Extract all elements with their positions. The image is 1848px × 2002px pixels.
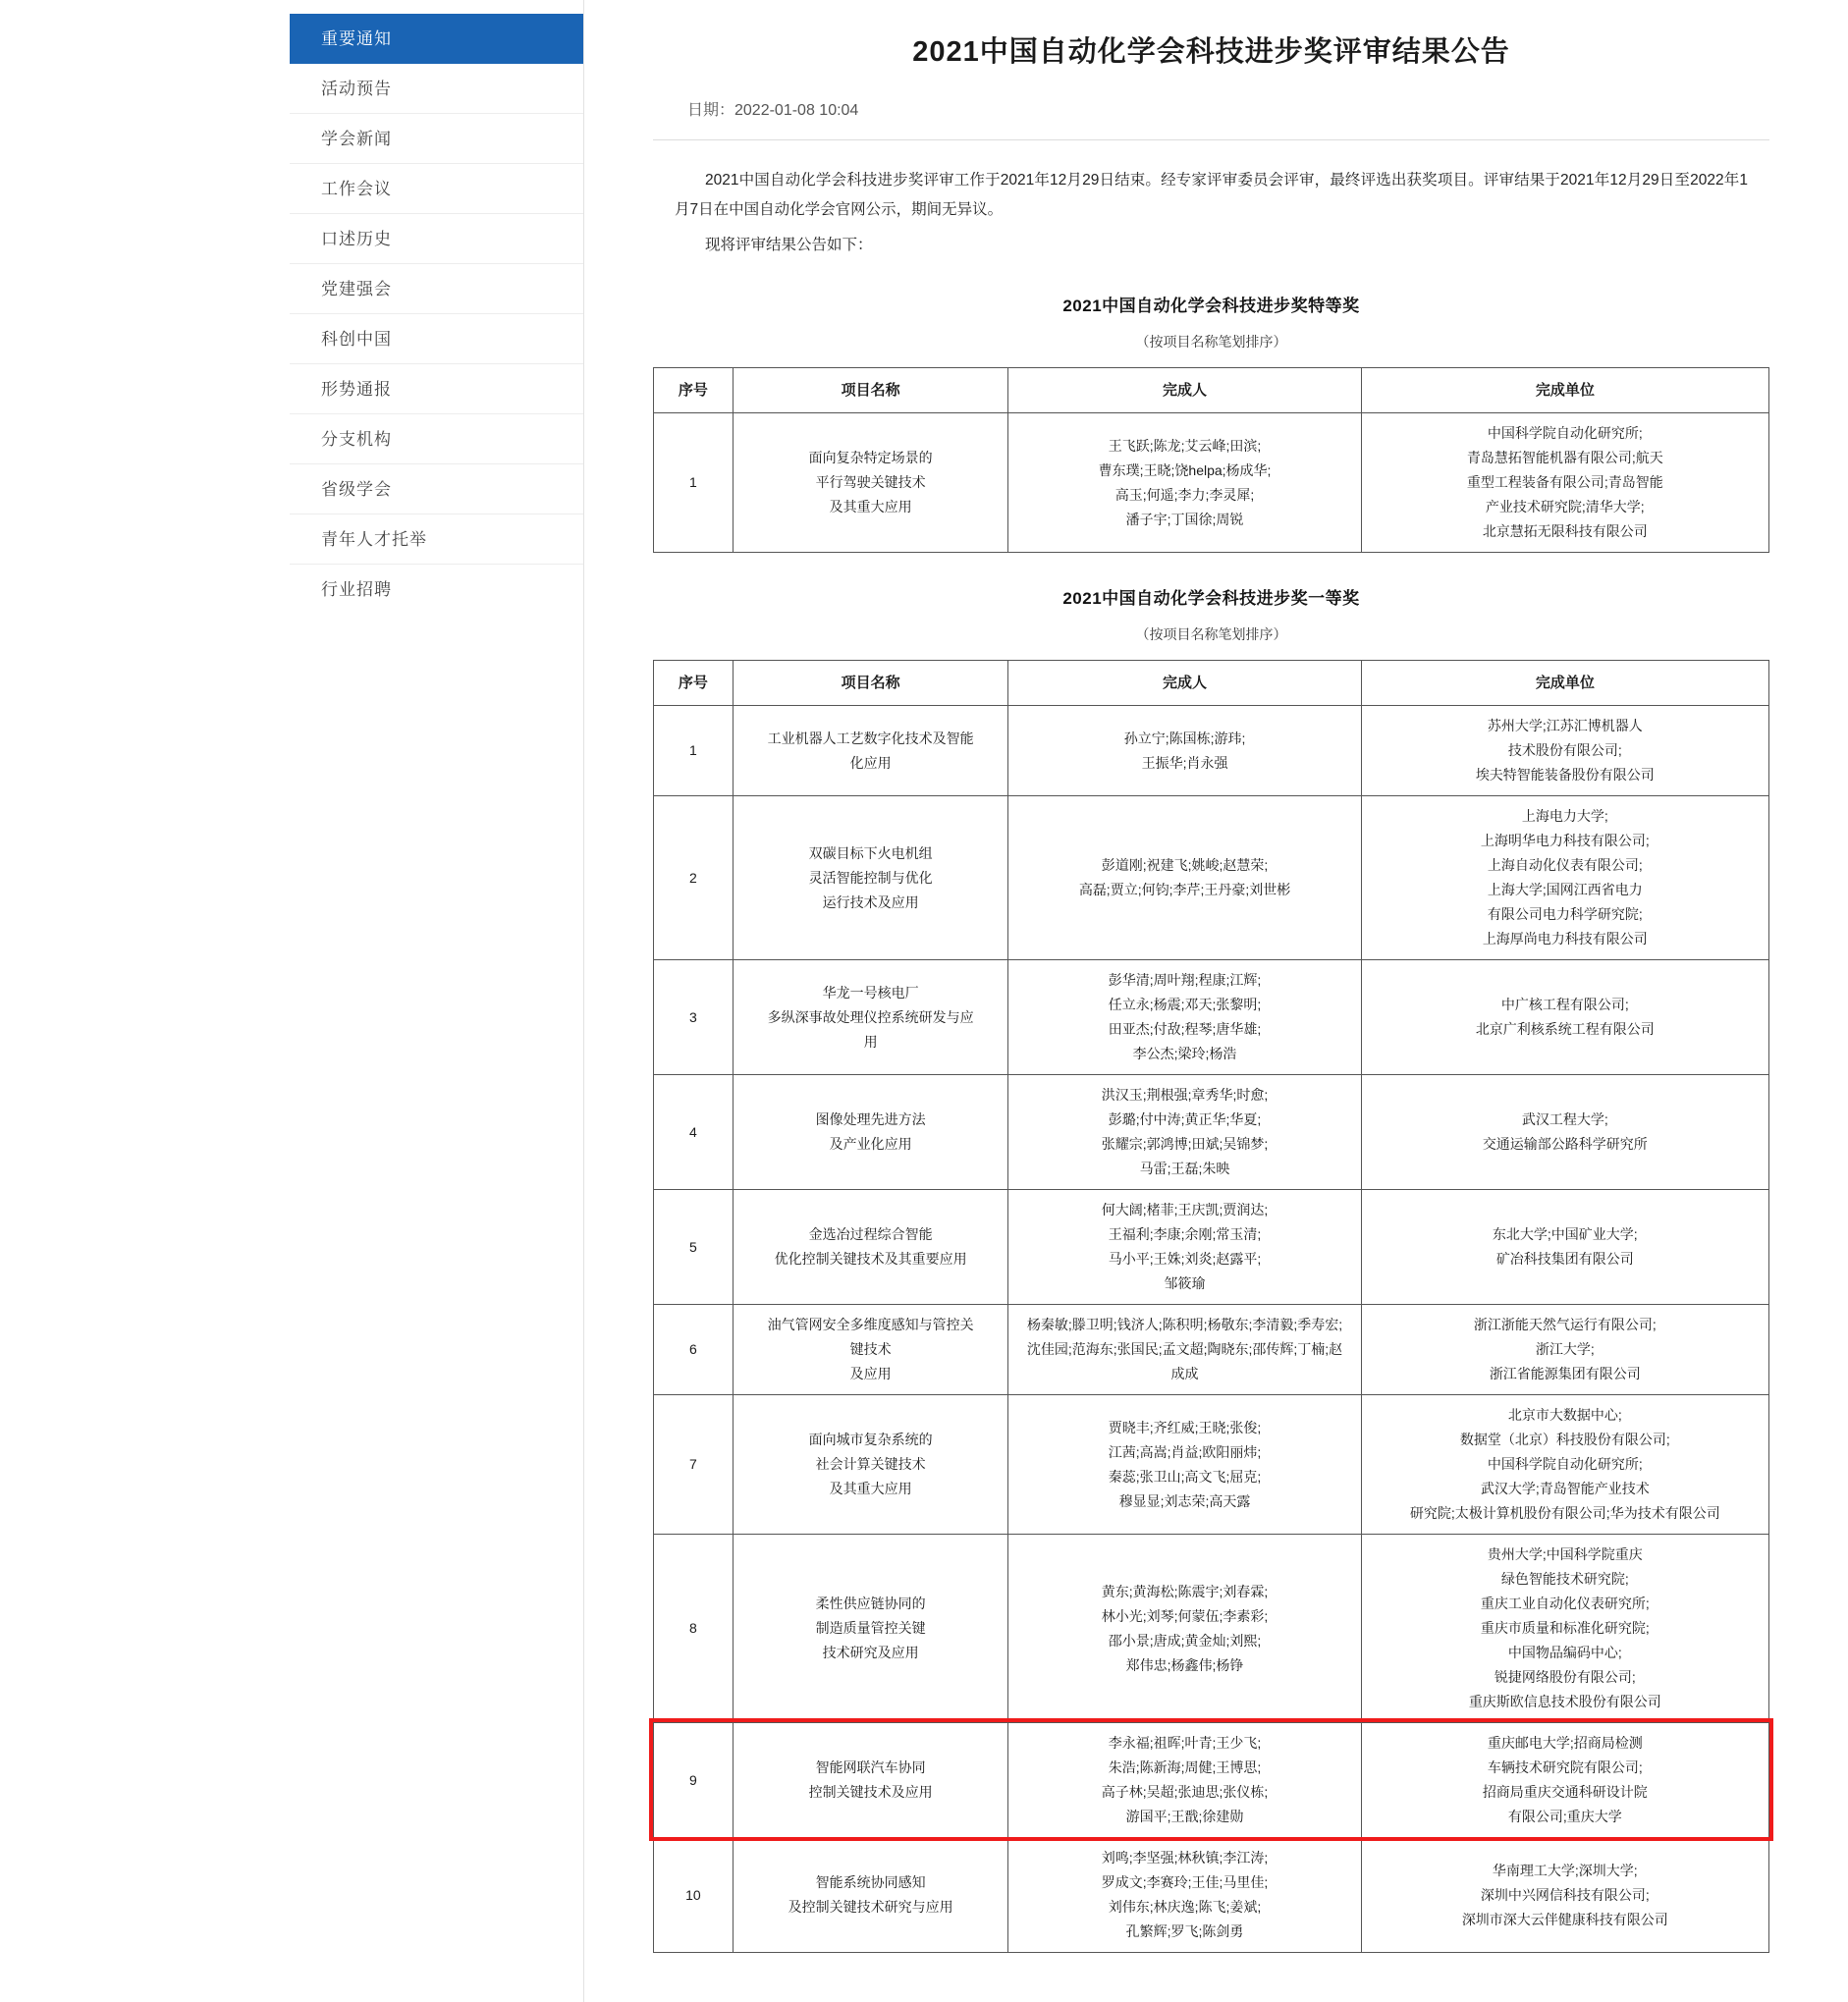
table-row: [654, 960, 1769, 1075]
cell-people-line: 沈佳园;范海东;张国民;孟文超;陶晓东;邵传辉;丁楠;赵: [1026, 1341, 1343, 1357]
cell-project-line: 面向复杂特定场景的: [808, 450, 933, 465]
cell-org-line: 浙江浙能天然气运行有限公司;: [1473, 1317, 1657, 1332]
cell-people-line: 秦蕊;张卫山;高文飞;屈克;: [1108, 1468, 1262, 1485]
cell-people-line: 罗成文;李赛玲;王佳;马里佳;: [1101, 1874, 1269, 1890]
cell-project-line: 柔性供应链协同的: [815, 1596, 926, 1611]
cell-project: [733, 1305, 1008, 1395]
cell-org-line: 重型工程装备有限公司;青岛智能: [1466, 474, 1663, 490]
award-tables: [653, 292, 1769, 1953]
sidebar-item-label: 口述历史: [321, 230, 392, 248]
award-table-0: [653, 367, 1769, 553]
cell-org-line: 重庆工业自动化仪表研究所;: [1480, 1596, 1650, 1611]
cell-org-line: 武汉大学;青岛智能产业技术: [1480, 1481, 1650, 1496]
cell-people: [1008, 1395, 1361, 1535]
sidebar: [290, 0, 584, 2002]
sidebar-item-label: 分支机构: [321, 430, 392, 449]
cell-project-line: 及产业化应用: [829, 1136, 912, 1152]
cell-project-line: 金选冶过程综合智能: [808, 1226, 933, 1242]
column-header: 项目名称: [733, 661, 1008, 706]
sidebar-item-label: 行业招聘: [321, 580, 392, 599]
cell-org: [1361, 1723, 1768, 1838]
cell-people-line: 高玉;何遥;李力;李灵犀;: [1114, 486, 1255, 503]
table-heading-1: 2021中国自动化学会科技进步奖一等奖: [1062, 589, 1360, 608]
cell-project-line: 及其重大应用: [829, 499, 912, 514]
cell-org-line: 研究院;太极计算机股份有限公司;华为技术有限公司: [1409, 1505, 1720, 1521]
cell-project-line: 工业机器人工艺数字化技术及智能: [767, 730, 974, 746]
cell-org-line: 中国物品编码中心;: [1507, 1645, 1622, 1660]
column-header: 完成单位: [1361, 368, 1768, 413]
cell-people-line: 洪汉玉;荆根强;章秀华;时愈;: [1101, 1087, 1269, 1103]
cell-org-line: 上海大学;国网江西省电力: [1487, 882, 1643, 897]
cell-people-line: 刘伟东;林庆逸;陈飞;姜斌;: [1108, 1899, 1262, 1915]
cell-people: [1008, 796, 1361, 960]
cell-org-line: 浙江大学;: [1535, 1341, 1595, 1357]
sidebar-item-8[interactable]: [290, 414, 583, 464]
sidebar-item-label: 活动预告: [321, 80, 392, 98]
cell-people-line: 高子林;吴超;张迪思;张仪栋;: [1101, 1784, 1269, 1800]
column-header: 项目名称: [733, 368, 1008, 413]
cell-org: [1361, 413, 1768, 553]
cell-project-line: 油气管网安全多维度感知与管控关: [767, 1317, 974, 1332]
cell-project-line: 键技术: [849, 1341, 892, 1357]
column-header: 完成单位: [1361, 661, 1768, 706]
cell-org-line: 车辆技术研究院有限公司;: [1487, 1759, 1643, 1775]
cell-org-line: 中国科学院自动化研究所;: [1487, 425, 1643, 441]
cell-org-line: 绿色智能技术研究院;: [1500, 1571, 1629, 1587]
table-row: [654, 1190, 1769, 1305]
cell-project: [733, 706, 1008, 796]
sidebar-item-9[interactable]: [290, 464, 583, 514]
cell-org-line: 北京慧拓无限科技有限公司: [1482, 523, 1648, 539]
sidebar-item-label: 青年人才托举: [321, 530, 427, 549]
cell-project-line: 用: [863, 1033, 878, 1050]
cell-org-line: 北京市大数据中心;: [1507, 1407, 1622, 1423]
cell-project-line: 优化控制关键技术及其重要应用: [774, 1251, 967, 1267]
cell-people-line: 邹筱瑜: [1164, 1275, 1206, 1291]
cell-people: [1008, 960, 1361, 1075]
cell-project-line: 社会计算关键技术: [815, 1456, 926, 1472]
cell-org: [1361, 1075, 1768, 1190]
table-header-row: [654, 661, 1769, 706]
cell-people: [1008, 1305, 1361, 1395]
cell-org-line: 上海厚尚电力科技有限公司: [1482, 931, 1648, 947]
cell-people: [1008, 413, 1361, 553]
cell-people-line: 杨秦敏;滕卫明;钱济人;陈积明;杨敬东;李清毅;季寿宏;: [1026, 1317, 1343, 1332]
cell-people-line: 穆显显;刘志荣;高天露: [1118, 1492, 1251, 1509]
cell-no: 4: [654, 1075, 734, 1190]
award-table-1: [653, 660, 1769, 1953]
table-subheading-0: （按项目名称笔划排序）: [1135, 334, 1287, 350]
cell-no: 3: [654, 960, 734, 1075]
cell-people-line: 彭华清;周叶翔;程康;江辉;: [1108, 972, 1262, 988]
cell-org-line: 上海明华电力科技有限公司;: [1480, 833, 1650, 848]
article-paragraph-2: 现将评审结果公告如下：: [705, 237, 873, 253]
cell-people-line: 何大阔;楮菲;王庆凯;贾润达;: [1101, 1202, 1269, 1217]
cell-org-line: 矿冶科技集团有限公司: [1495, 1251, 1634, 1267]
table-row: [654, 413, 1769, 553]
cell-org: [1361, 1838, 1768, 1953]
cell-project-line: 双碳目标下火电机组: [808, 844, 933, 861]
cell-people-line: 王振华;肖永强: [1141, 754, 1228, 771]
sidebar-item-3[interactable]: [290, 164, 583, 214]
table-heading-0: 2021中国自动化学会科技进步奖特等奖: [1062, 297, 1360, 315]
cell-org-line: 北京广利核系统工程有限公司: [1475, 1021, 1655, 1037]
cell-people-line: 李公杰;梁玲;杨浩: [1132, 1046, 1237, 1061]
sidebar-item-label: 党建强会: [321, 280, 392, 298]
cell-project: [733, 1723, 1008, 1838]
cell-project: [733, 960, 1008, 1075]
header-divider: [653, 139, 1769, 140]
cell-people-line: 黄东;黄海松;陈震宇;刘春霖;: [1101, 1583, 1269, 1599]
cell-org-line: 苏州大学;江苏汇博机器人: [1487, 718, 1643, 733]
table-row: [654, 1305, 1769, 1395]
sidebar-item-label: 重要通知: [321, 29, 392, 48]
cell-people-line: 江茜;高嵩;肖益;欧阳丽炜;: [1108, 1443, 1262, 1460]
page-title: 2021中国自动化学会科技进步奖评审结果公告: [912, 36, 1510, 68]
cell-people-line: 李永福;祖晖;叶青;王少飞;: [1108, 1735, 1262, 1751]
cell-org: [1361, 960, 1768, 1075]
cell-org-line: 锐捷网络股份有限公司;: [1494, 1669, 1636, 1685]
cell-org-line: 重庆邮电大学;招商局检测: [1487, 1735, 1643, 1751]
cell-org-line: 深圳市深大云伴健康科技有限公司: [1461, 1911, 1668, 1927]
cell-org-line: 重庆斯欧信息技术股份有限公司: [1468, 1694, 1661, 1709]
cell-project-line: 华龙一号核电厂: [822, 984, 919, 1001]
cell-org-line: 贵州大学;中国科学院重庆: [1487, 1546, 1643, 1562]
sidebar-item-2[interactable]: [290, 114, 583, 164]
cell-people: [1008, 706, 1361, 796]
cell-project-line: 运行技术及应用: [822, 893, 919, 910]
cell-people-line: 朱浩;陈新海;周健;王博思;: [1108, 1759, 1262, 1775]
cell-project: [733, 1395, 1008, 1535]
sidebar-item-label: 工作会议: [321, 180, 392, 198]
cell-people-line: 成成: [1170, 1366, 1199, 1381]
cell-project-line: 及控制关键技术研究与应用: [788, 1899, 953, 1915]
cell-org-line: 浙江省能源集团有限公司: [1489, 1366, 1641, 1381]
cell-project-line: 技术研究及应用: [822, 1645, 919, 1660]
cell-people-line: 张耀宗;郭鸿博;田斌;吴锦梦;: [1101, 1136, 1269, 1152]
cell-people-line: 孙立宁;陈国栋;游玮;: [1123, 730, 1246, 746]
sidebar-item-6[interactable]: [290, 314, 583, 364]
sidebar-item-label: 省级学会: [321, 480, 392, 499]
cell-project-line: 平行驾驶关键技术: [815, 474, 926, 490]
article-paragraph-1: 2021中国自动化学会科技进步奖评审工作于2021年12月29日结束。经专家评审委员会评审，最终评选出获奖项目。评审结果于2021年12月29日至2022年1月7日在中国自动化学会官网公示，期间无异议。: [675, 172, 1748, 218]
cell-project: [733, 1190, 1008, 1305]
table-row: [654, 796, 1769, 960]
cell-org-line: 青岛慧拓智能机器有限公司;航天: [1466, 450, 1663, 465]
cell-org: [1361, 1305, 1768, 1395]
cell-people: [1008, 1838, 1361, 1953]
cell-project-line: 制造质量管控关键: [815, 1620, 926, 1636]
sidebar-item-label: 学会新闻: [321, 130, 392, 148]
cell-org-line: 武汉工程大学;: [1521, 1111, 1608, 1127]
table-row: [654, 1838, 1769, 1953]
cell-no: 5: [654, 1190, 734, 1305]
cell-people-line: 任立永;杨震;邓天;张黎明;: [1108, 997, 1262, 1012]
cell-org-line: 交通运输部公路科学研究所: [1482, 1136, 1648, 1152]
cell-people-line: 潘子宇;丁国徐;周锐: [1125, 511, 1244, 527]
cell-project-line: 智能网联汽车协同: [815, 1759, 926, 1775]
article-content: [584, 0, 1848, 2002]
cell-people-line: 马雷;王磊;朱映: [1139, 1161, 1230, 1176]
cell-org-line: 有限公司;重庆大学: [1507, 1809, 1622, 1824]
sidebar-item-0[interactable]: [290, 14, 583, 64]
cell-org-line: 数据堂（北京）科技股份有限公司;: [1459, 1432, 1670, 1447]
table-row: [654, 1535, 1769, 1723]
cell-org: [1361, 1190, 1768, 1305]
cell-people: [1008, 1535, 1361, 1723]
cell-people-line: 曹东璞;王晓;饶helpa;杨成华;: [1098, 461, 1272, 478]
column-header: 序号: [654, 661, 734, 706]
cell-people: [1008, 1723, 1361, 1838]
cell-people-line: 邵小景;唐成;黄金灿;刘熙;: [1108, 1632, 1262, 1649]
table-row: [654, 1395, 1769, 1535]
cell-no: 2: [654, 796, 734, 960]
cell-people-line: 王飞跃;陈龙;艾云峰;田滨;: [1108, 437, 1262, 454]
column-header: 序号: [654, 368, 734, 413]
sidebar-item-10[interactable]: [290, 514, 583, 565]
cell-people-line: 贾晓丰;齐红威;王晓;张俊;: [1108, 1419, 1262, 1435]
cell-project-line: 及其重大应用: [829, 1481, 912, 1496]
cell-org-line: 华南理工大学;深圳大学;: [1492, 1862, 1638, 1878]
sidebar-item-1[interactable]: [290, 64, 583, 114]
cell-org-line: 招商局重庆交通科研设计院: [1482, 1784, 1648, 1800]
cell-org-line: 技术股份有限公司;: [1507, 742, 1622, 758]
cell-people-line: 田亚杰;付敌;程琴;唐华雄;: [1108, 1021, 1262, 1037]
cell-org-line: 上海电力大学;: [1521, 808, 1608, 824]
cell-project-line: 灵活智能控制与优化: [808, 869, 933, 886]
sidebar-item-label: 科创中国: [321, 330, 392, 349]
cell-project-line: 智能系统协同感知: [815, 1874, 926, 1890]
cell-project: [733, 413, 1008, 553]
cell-org-line: 中国科学院自动化研究所;: [1487, 1456, 1643, 1472]
cell-no: 9: [654, 1723, 734, 1838]
cell-no: 10: [654, 1838, 734, 1953]
column-header: 完成人: [1008, 368, 1361, 413]
cell-project-line: 化应用: [849, 754, 892, 771]
cell-org-line: 埃夫特智能装备股份有限公司: [1475, 767, 1655, 783]
cell-org: [1361, 706, 1768, 796]
cell-no: 8: [654, 1535, 734, 1723]
cell-org-line: 上海自动化仪表有限公司;: [1487, 857, 1643, 873]
award-table-wrapper-0: [653, 367, 1769, 553]
cell-org-line: 有限公司电力科学研究院;: [1487, 906, 1643, 922]
cell-no: 6: [654, 1305, 734, 1395]
cell-people-line: 彭璐;付中涛;黄正华;华夏;: [1108, 1111, 1262, 1127]
cell-people-line: 高磊;贾立;何钧;李芹;王丹豪;刘世彬: [1078, 882, 1291, 897]
cell-people: [1008, 1075, 1361, 1190]
table-row: [654, 706, 1769, 796]
cell-project: [733, 796, 1008, 960]
cell-people-line: 刘鸣;李坚强;林秋镇;李江涛;: [1101, 1850, 1269, 1866]
table-subheading-1: （按项目名称笔划排序）: [1135, 626, 1287, 642]
table-header-row: [654, 368, 1769, 413]
cell-project-line: 控制关键技术及应用: [808, 1784, 933, 1800]
table-row: [654, 1723, 1769, 1838]
cell-no: 7: [654, 1395, 734, 1535]
cell-project-line: 多纵深事故处理仪控系统研发与应: [767, 1008, 974, 1025]
cell-org-line: 东北大学;中国矿业大学;: [1492, 1226, 1638, 1242]
cell-org-line: 中广核工程有限公司;: [1500, 997, 1629, 1012]
publish-date: 日期：2022-01-08 10:04: [687, 102, 859, 119]
sidebar-item-4[interactable]: [290, 214, 583, 264]
cell-people-line: 彭道刚;祝建飞;姚峻;赵慧荣;: [1101, 857, 1269, 873]
cell-no: 1: [654, 706, 734, 796]
cell-project: [733, 1535, 1008, 1723]
sidebar-item-11[interactable]: [290, 565, 583, 615]
column-header: 完成人: [1008, 661, 1361, 706]
sidebar-item-7[interactable]: [290, 364, 583, 414]
sidebar-item-5[interactable]: [290, 264, 583, 314]
cell-org: [1361, 1535, 1768, 1723]
sidebar-item-label: 形势通报: [321, 380, 392, 399]
cell-org: [1361, 1395, 1768, 1535]
table-row: [654, 1075, 1769, 1190]
cell-project: [733, 1838, 1008, 1953]
cell-people-line: 马小平;王姝;刘炎;赵露平;: [1108, 1251, 1262, 1267]
cell-people-line: 林小光;刘琴;何蒙伍;李素彩;: [1101, 1607, 1269, 1624]
award-table-wrapper-1: [653, 660, 1769, 1953]
cell-people-line: 游国平;王戬;徐建勋: [1125, 1809, 1244, 1824]
cell-project: [733, 1075, 1008, 1190]
cell-org-line: 产业技术研究院;清华大学;: [1485, 499, 1645, 514]
cell-people: [1008, 1190, 1361, 1305]
cell-org-line: 深圳中兴网信科技有限公司;: [1480, 1886, 1650, 1903]
cell-people-line: 孔繁辉;罗飞;陈剑勇: [1125, 1923, 1244, 1939]
cell-project-line: 面向城市复杂系统的: [808, 1432, 933, 1447]
cell-org: [1361, 796, 1768, 960]
cell-no: 1: [654, 413, 734, 553]
cell-people-line: 郑伟忠;杨鑫伟;杨铮: [1125, 1656, 1244, 1673]
cell-project-line: 及应用: [849, 1366, 892, 1381]
cell-org-line: 重庆市质量和标准化研究院;: [1480, 1620, 1650, 1636]
cell-people-line: 王福利;李康;余刚;常玉清;: [1108, 1226, 1262, 1242]
cell-project-line: 图像处理先进方法: [815, 1111, 926, 1127]
